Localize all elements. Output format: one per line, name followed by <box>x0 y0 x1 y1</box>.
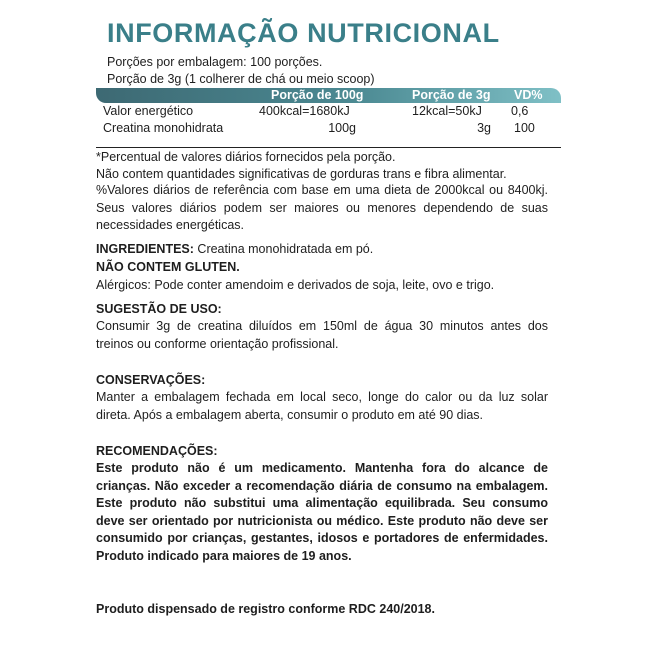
ingredients-label: INGREDIENTES: <box>96 242 194 256</box>
page-title: INFORMAÇÃO NUTRICIONAL <box>107 18 500 48</box>
daily-values-note: %Valores diários de referência com base em uma dieta de 2000kcal ou 8400kj. Seus valores diários podem ser maiores ou menores dependendo de suas necessidades energéticas. <box>96 183 548 232</box>
table-row-name: Valor energético <box>103 104 194 118</box>
recommendations-text: Este produto não é um medicamento. Mantenha fora do alcance de crianças. Não exceder a recomendação diária de consumo na embalagem. Este produto não substitui uma alimentação equilibrada. Seu consumo deve ser orientado por nutricionista ou médico. Este produto não deve ser consumido por crianças, gestantes, idosos e portadores de enfermidades. Produto indicado para maiores de 19 anos. <box>96 461 548 563</box>
conservation-heading: CONSERVAÇÕES: <box>96 373 206 387</box>
table-cell-vd: 100 <box>514 121 535 135</box>
table-cell-per-3g: 3g <box>477 121 491 135</box>
column-header-per-100g: Porção de 100g <box>271 88 364 102</box>
table-cell-vd: 0,6 <box>511 104 529 118</box>
column-header-per-3g: Porção de 3g <box>412 88 491 102</box>
servings-per-package: Porções por embalagem: 100 porções. <box>107 55 323 69</box>
table-cell-per-100g: 400kcal=1680kJ <box>259 104 350 118</box>
table-row-name: Creatina monohidrata <box>103 121 224 135</box>
usage-heading: SUGESTÃO DE USO: <box>96 302 222 316</box>
table-cell-per-3g: 12kcal=50kJ <box>412 104 482 118</box>
allergens-statement: Alérgicos: Pode conter amendoim e derivados de soja, leite, ovo e trigo. <box>96 278 495 292</box>
usage-text: Consumir 3g de creatina diluídos em 150ml de água 30 minutos antes dos treinos ou conforme orientação profissional. <box>96 319 548 351</box>
serving-size: Porção de 3g (1 colherer de chá ou meio scoop) <box>107 72 375 86</box>
ingredients-line <box>96 241 373 258</box>
percent-note: *Percentual de valores diários fornecidos pela porção. <box>96 150 396 164</box>
table-divider <box>96 147 561 148</box>
registration-statement: Produto dispensado de registro conforme RDC 240/2018. <box>96 602 435 616</box>
conservation-text: Manter a embalagem fechada em local seco, longe do calor ou da luz solar direta. Após a embalagem aberta, consumir o produto em até 90 dias. <box>96 390 548 422</box>
gluten-statement: NÃO CONTEM GLUTEN. <box>96 260 240 274</box>
recommendations-heading: RECOMENDAÇÕES: <box>96 444 218 458</box>
table-cell-per-100g: 100g <box>328 121 356 135</box>
column-header-vd: VD% <box>514 88 543 102</box>
ingredients-text: Creatina monohidratada em pó. <box>193 242 374 256</box>
trans-fat-note: Não contem quantidades significativas de gorduras trans e fibra alimentar. <box>96 167 507 181</box>
